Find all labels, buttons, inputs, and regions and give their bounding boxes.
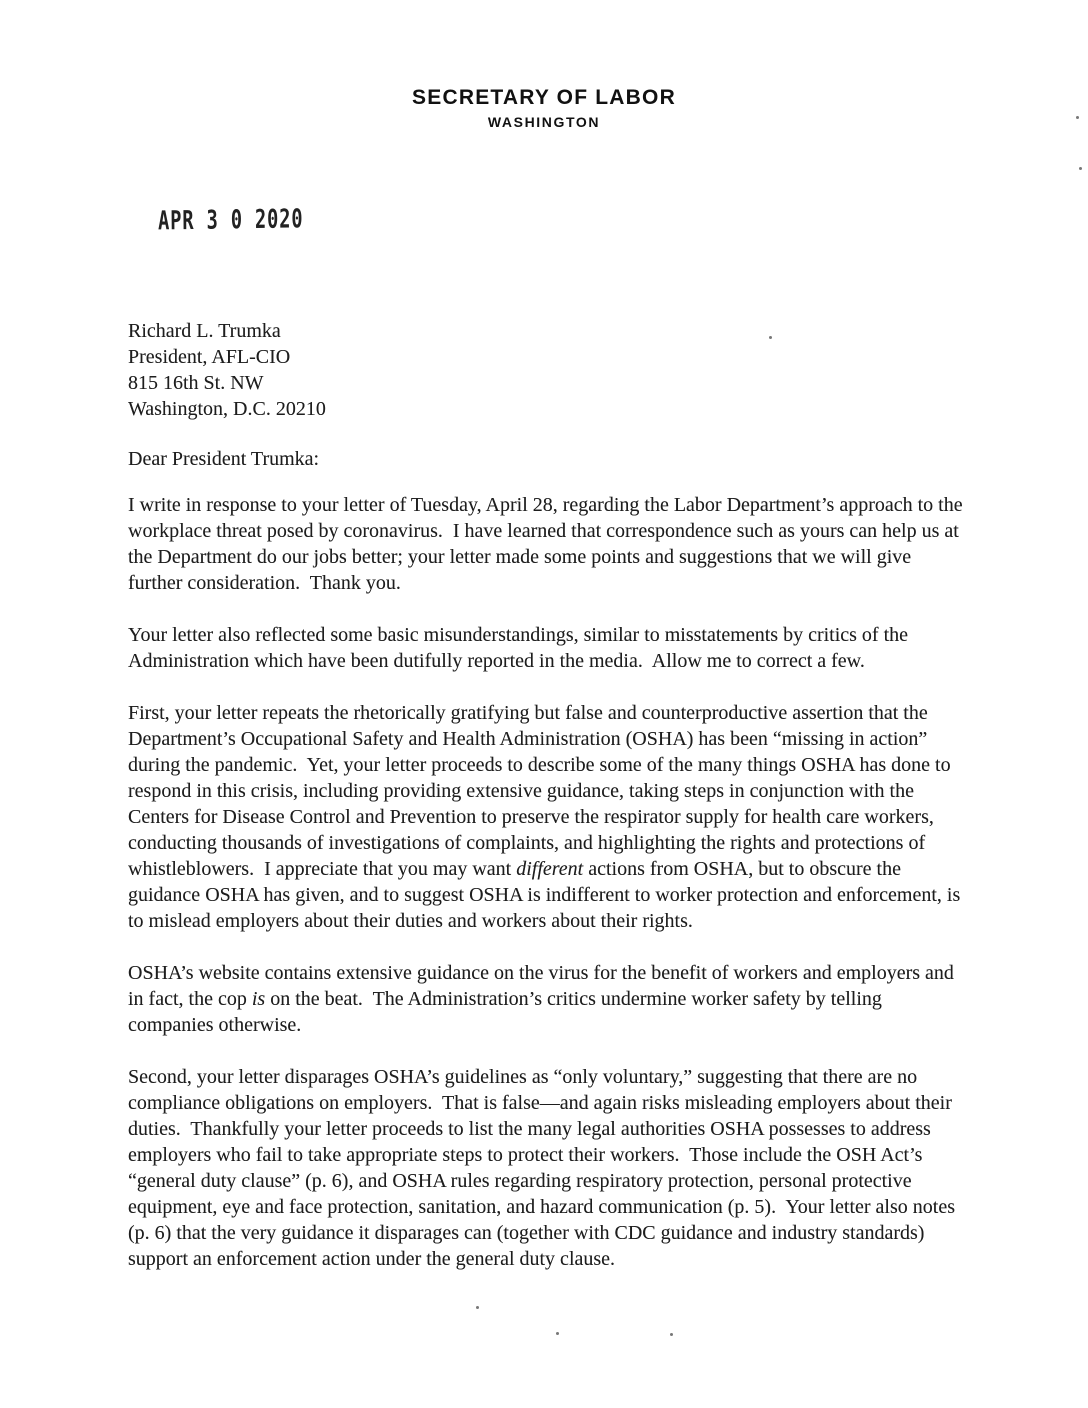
body-paragraph-2: Your letter also reflected some basic misunderstandings, similar to misstatements by critics of the Administration which have been dutifully reported in the media. Allow me to correct a few. (128, 624, 912, 672)
recipient-address-line1: 815 16th St. NW (128, 372, 264, 394)
letterhead (0, 86, 1088, 130)
recipient-address-line2: Washington, D.C. 20210 (128, 398, 326, 420)
letterhead-title: SECRETARY OF LABOR (412, 86, 676, 109)
scan-speck (556, 1332, 559, 1335)
scan-speck (1076, 116, 1079, 119)
salutation: Dear President Trumka: (128, 448, 320, 470)
scan-speck (476, 1306, 479, 1309)
body-paragraph-1: I write in response to your letter of Tuesday, April 28, regarding the Labor Department’s approach to the workplace threat posed by coronavirus. I have learned that correspondence such as yours can help us at the Department do our jobs better; your letter made some points and suggestions that we will give further consideration. Thank you. (128, 494, 968, 594)
scan-speck (1079, 167, 1082, 170)
date-stamp: APR 3 0 2020 (158, 204, 304, 237)
recipient-name: Richard L. Trumka (128, 320, 281, 342)
scan-speck (670, 1333, 673, 1336)
letterhead-subtitle: WASHINGTON (487, 114, 601, 130)
letter-body (128, 318, 968, 1298)
recipient-block (128, 318, 968, 422)
body-paragraph-3: First, your letter repeats the rhetorically gratifying but false and counterproductive assertion that the Department’s Occupational Safety and Health Administration (OSHA) has been “missing in action” during the pandemic. Yet, your letter proceeds to describe some of the many things OSHA has done to respond in this crisis, including providing extensive guidance, taking steps in conjunction with the Centers for Disease Control and Prevention to preserve the respirator supply for health care workers, conducting thousands of investigations of complaints, and highlighting the rights and protections of whistleblowers. I appreciate that you may want different actions from OSHA, but to obscure the guidance OSHA has given, and to suggest OSHA is indifferent to worker protection and enforcement, is to mislead employers about their duties and workers about their rights. (128, 702, 966, 932)
recipient-title: President, AFL-CIO (128, 346, 291, 368)
body-paragraph-5: Second, your letter disparages OSHA’s guidelines as “only voluntary,” suggesting that there are no compliance obligations on employers. That is false—and again risks misleading employers about their duties. Thankfully your letter proceeds to list the many legal authorities OSHA possesses to address employers who fail to take appropriate steps to protect their workers. Those include the OSH Act’s “general duty clause” (p. 6), and OSHA rules regarding respiratory protection, personal protective equipment, eye and face protection, sanitation, and hazard communication (p. 5). Your letter also notes (p. 6) that the very guidance it disparages can (together with CDC guidance and industry standards) support an enforcement action under the general duty clause. (128, 1066, 960, 1270)
body-paragraph-4: OSHA’s website contains extensive guidance on the virus for the benefit of workers and employers and in fact, the cop is on the beat. The Administration’s critics undermine worker safety by telling companies otherwise. (128, 962, 959, 1036)
scan-speck (769, 336, 772, 339)
